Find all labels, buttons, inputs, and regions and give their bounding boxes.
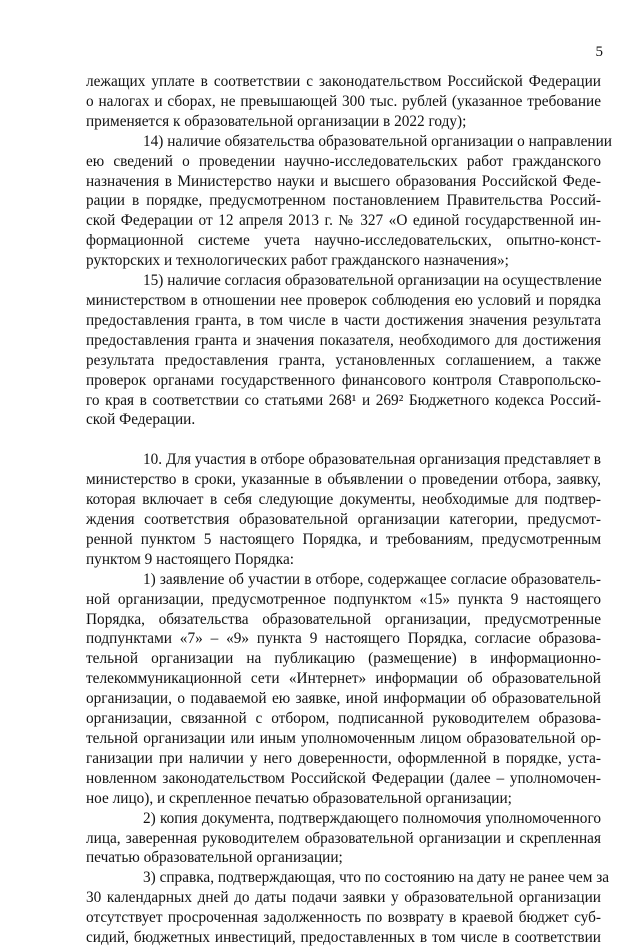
text-line: подпунктами «7» – «9» пункта 9 настоящего Порядка, согласие образова- [86, 630, 601, 648]
text-line: лежащих уплате в соответствии с законодательством Российской Федерации [86, 73, 601, 90]
text-line: проверок органами государственного финансового контроля Ставропольско- [86, 371, 601, 389]
text-line: тельной организации или иным уполномоченным лицом образовательной ор- [86, 730, 601, 747]
text-line: ренной пунктом 5 настоящего Порядка, и требованиям, предусмотренным [86, 530, 601, 548]
text-line: пунктом 9 настоящего Порядка: [86, 550, 295, 568]
text-line: 30 календарных дней до даты подачи заявки у образовательной организации [86, 889, 601, 907]
text-line: ганизации при наличии у него доверенности, оформленной в порядке, уста- [86, 749, 601, 767]
text-line: организации, связанной с отбором, подписанной руководителем образова- [86, 710, 601, 728]
text-line: формационной системе учета научно-исследовательских, опытно-конст- [86, 232, 601, 250]
text-line: министерством в отношении нее проверок соблюдения ею условий и порядка [86, 291, 601, 309]
text-line: министерство в сроки, указанные в объявлении о проведении отбора, заявку, [86, 471, 601, 489]
text-line: 10. Для участия в отборе образовательная организация представляет в [143, 451, 601, 469]
text-line: тельной организации на публикацию (размещение) в информационно- [86, 650, 601, 668]
text-line: 3) справка, подтверждающая, что по состоянию на дату не ранее чем за [143, 869, 610, 887]
text-line: ской Федерации. [86, 411, 196, 429]
text-line: телекоммуникационной сети «Интернет» информации об образовательной [86, 670, 601, 688]
text-line: отсутствует просроченная задолженность по возврату в краевой бюджет суб- [86, 909, 601, 927]
text-line: 2) копия документа, подтверждающего полномочия уполномоченного [143, 809, 601, 827]
text-line: ной организации, предусмотренное подпунктом «15» пункта 9 настоящего [86, 590, 601, 608]
text-line: которая включает в себя следующие документы, необходимые для подтвер- [86, 491, 601, 509]
text-line: 15) наличие согласия образовательной организации на осуществление [143, 272, 602, 290]
text-line: ное лицо), и скрепленное печатью образовательной организации; [86, 789, 512, 807]
text-line: 1) заявление об участии в отборе, содержащее согласие образователь- [143, 570, 601, 588]
text-line: результата предоставления гранта, установленных соглашением, а также [86, 351, 601, 369]
text-line: ской Федерации от 12 апреля 2013 г. № 327 «О единой государственной ин- [86, 212, 601, 230]
text-line: ждения соответствия образовательной организации категории, предусмот- [86, 511, 601, 529]
text-line: предоставления гранта, в том числе в части достижения значения результата [86, 311, 601, 329]
text-line: организации, о подаваемой ею заявке, иной информации об образовательной [86, 690, 601, 708]
text-line: рации в порядке, предусмотренном постановлением Правительства Россий- [86, 192, 601, 210]
text-line: сидий, бюджетных инвестиций, предоставленных в том числе в соответствии [86, 929, 601, 947]
text-line: 14) наличие обязательства образовательной организации о направлении [143, 132, 612, 150]
text-line: применяется к образовательной организации в 2022 году); [86, 112, 467, 130]
text-line: назначения в Министерство науки и высшего образования Российской Феде- [86, 172, 601, 190]
text-line: Порядка, обязательства образовательной организации, предусмотренные [86, 610, 601, 628]
text-line: предоставления гранта и значения показателя, необходимого для достижения [86, 331, 601, 349]
paragraph-gap [86, 430, 601, 450]
text-line: ею сведений о проведении научно-исследовательских работ гражданского [86, 152, 601, 170]
text-line: лица, заверенная руководителем образовательной организации и скрепленная [86, 829, 601, 847]
text-line: о налогах и сборах, не превышающей 300 тыс. рублей (указанное требование [86, 92, 601, 110]
page-number: 5 [595, 44, 603, 60]
text-line: рукторских и технологических работ гражданского назначения»; [86, 252, 509, 270]
text-line: новленном законодательством Российской Федерации (далее – уполномочен- [86, 769, 601, 787]
document-body [86, 72, 612, 948]
text-line: го края в соответствии со статьями 268¹ и 269² Бюджетного кодекса Россий- [86, 391, 601, 409]
text-line: печатью образовательной организации; [86, 849, 343, 867]
